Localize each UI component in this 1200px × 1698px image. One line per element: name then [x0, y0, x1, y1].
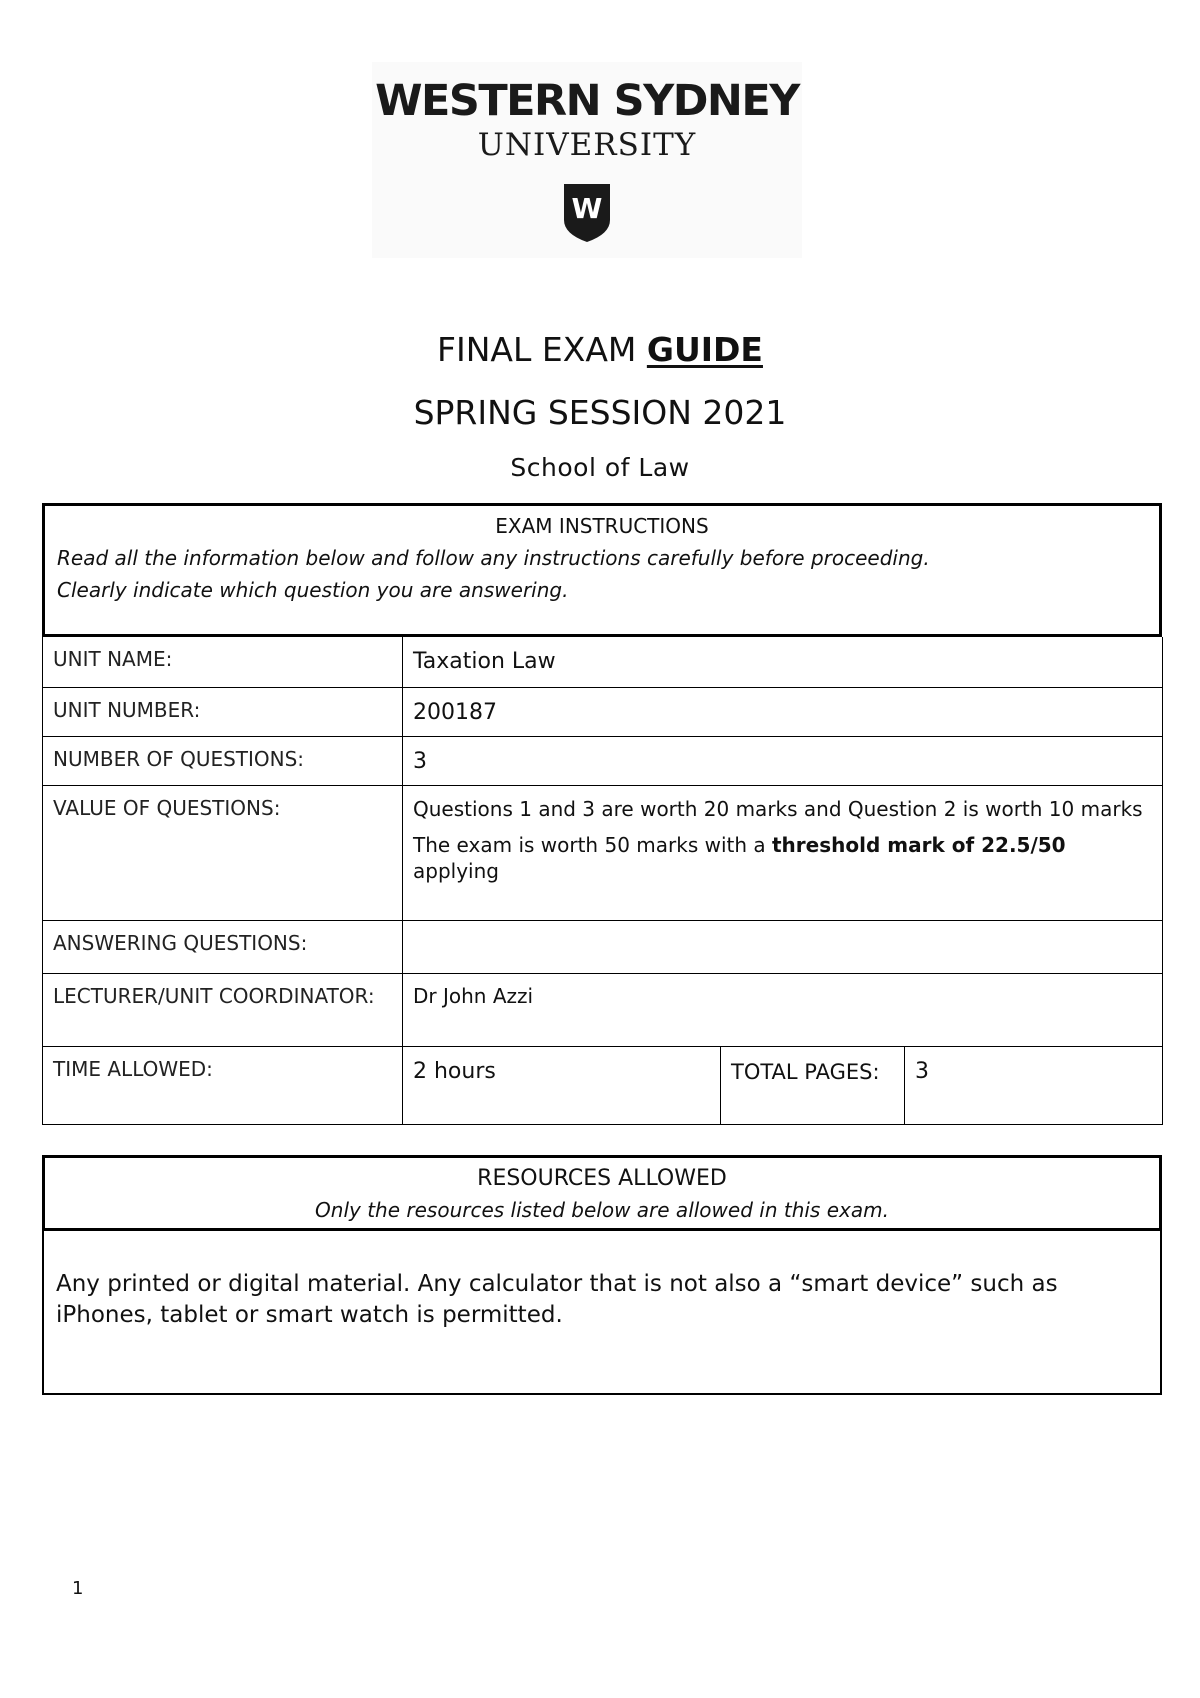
value-of-questions-label: VALUE OF QUESTIONS:: [43, 785, 403, 920]
unit-name-label: UNIT NAME:: [43, 637, 403, 687]
instructions-line-2: Clearly indicate which question you are answering.: [57, 578, 569, 602]
exam-title-plain: FINAL EXAM: [437, 330, 647, 369]
answering-questions-value: [403, 920, 1163, 973]
table-row: [43, 920, 1163, 973]
threshold-text-post: applying: [413, 858, 499, 883]
value-of-questions-line-2: [413, 832, 1152, 884]
value-of-questions-cell: [403, 785, 1163, 920]
table-row: [43, 1046, 1163, 1124]
table-row: [43, 736, 1163, 785]
table-row: [43, 785, 1163, 920]
table-row: [43, 973, 1163, 1046]
unit-name-value: Taxation Law: [403, 637, 1163, 687]
number-of-questions-label: NUMBER OF QUESTIONS:: [43, 736, 403, 785]
time-allowed-label: TIME ALLOWED:: [43, 1046, 403, 1124]
logo-line2: UNIVERSITY: [477, 127, 697, 163]
school-name: School of Law: [510, 453, 690, 482]
total-pages-value: 3: [905, 1046, 1163, 1124]
total-pages-label: TOTAL PAGES:: [721, 1046, 905, 1124]
time-allowed-value: 2 hours: [403, 1046, 721, 1124]
exam-details-table: [42, 637, 1163, 1125]
university-shield-icon: [562, 182, 612, 244]
table-row: [43, 637, 1163, 687]
lecturer-value: Dr John Azzi: [403, 973, 1163, 1046]
logo-line1: WESTERN SYDNEY: [375, 76, 799, 126]
answering-questions-label: ANSWERING QUESTIONS:: [43, 920, 403, 973]
threshold-text-pre: The exam is worth 50 marks with a: [413, 832, 772, 857]
exam-title-guide: GUIDE: [646, 330, 763, 369]
exam-instructions-box: [42, 503, 1162, 637]
resources-allowed-body: [42, 1231, 1162, 1395]
instructions-heading: EXAM INSTRUCTIONS: [495, 514, 709, 538]
unit-number-value: 200187: [403, 687, 1163, 736]
resources-text: Any printed or digital material. Any calculator that is not also a “smart device” such as iPhones, tablet or smart watch is permitted.: [56, 1271, 1058, 1328]
unit-number-label: UNIT NUMBER:: [43, 687, 403, 736]
university-logo: [372, 62, 802, 258]
threshold-mark: threshold mark of 22.5/50: [772, 832, 1066, 857]
value-of-questions-line-1: Questions 1 and 3 are worth 20 marks and Question 2 is worth 10 marks: [413, 796, 1143, 821]
session-title: SPRING SESSION 2021: [413, 393, 787, 432]
resources-subheading: Only the resources listed below are allowed in this exam.: [315, 1198, 889, 1222]
instructions-line-1: Read all the information below and follow any instructions carefully before proceeding.: [57, 546, 930, 570]
table-row: [43, 687, 1163, 736]
lecturer-label: LECTURER/UNIT COORDINATOR:: [43, 973, 403, 1046]
resources-heading: RESOURCES ALLOWED: [477, 1166, 727, 1191]
page-number: 1: [72, 1578, 84, 1599]
number-of-questions-value: 3: [403, 736, 1163, 785]
resources-allowed-header: [42, 1155, 1162, 1231]
shield-letter: W: [571, 192, 603, 225]
exam-title: [0, 330, 1200, 369]
